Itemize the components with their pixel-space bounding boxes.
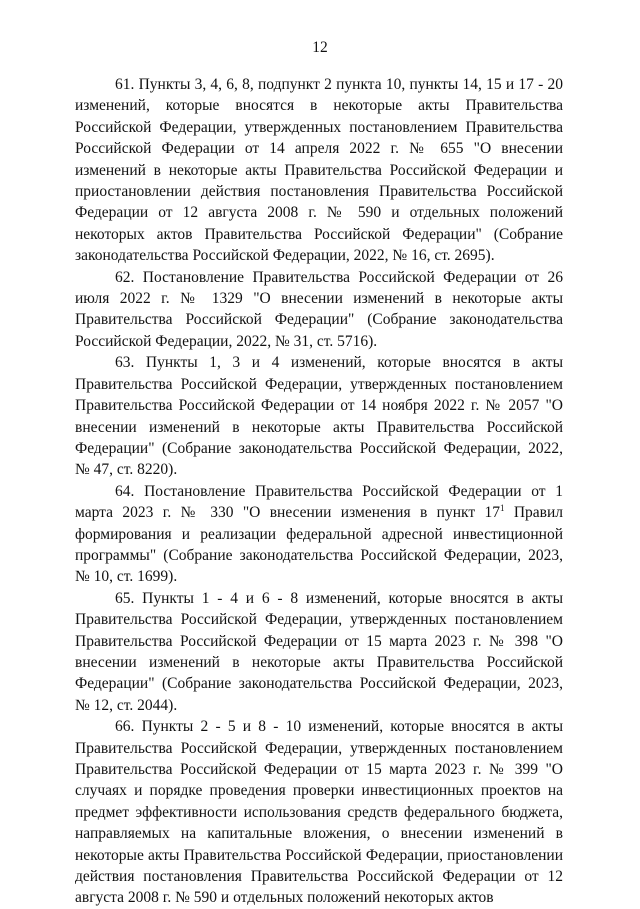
document-body: [75, 74, 563, 909]
paragraph-64-superscript: 1: [499, 502, 505, 513]
paragraph-66: 66. Пункты 2 - 5 и 8 - 10 изменений, которые вносятся в акты Правительства Российской Федерации, утвержденных постановлением Правительства Российской Федерации от 15 марта 2023 г. № 399 "О случаях и порядке проведения проверки инвестиционных проектов на предмет эффективности использования средств федерального бюджета, направляемых на капитальные вложения, о внесении изменений в некоторые акты Правительства Российской Федерации, приостановлении действия постановления Правительства Российской Федерации от 12 августа 2008 г. № 590 и отдельных положений некоторых актов: [75, 718, 563, 907]
paragraph-65: 65. Пункты 1 - 4 и 6 - 8 изменений, которые вносятся в акты Правительства Российской Федерации, утвержденных постановлением Правительства Российской Федерации от 15 марта 2023 г. № 398 "О внесении изменений в некоторые акты Правительства Российской Федерации" (Собрание законодательства Российской Федерации, 2023, № 12, ст. 2044).: [75, 589, 563, 714]
paragraph-61: 61. Пункты 3, 4, 6, 8, подпункт 2 пункта 10, пункты 14, 15 и 17 - 20 изменений, которые вносятся в некоторые акты Правительства Российской Федерации, утвержденных постановлением Правительства Российской Федерации от 14 апреля 2022 г. № 655 "О внесении изменений в некоторые акты Правительства Российской Федерации и приостановлении действия постановления Правительства Российской Федерации от 12 августа 2008 г. № 590 и отдельных положений некоторых актов Правительства Российской Федерации" (Собрание законодательства Российской Федерации, 2022, № 16, ст. 2695).: [75, 76, 563, 265]
paragraph-63: 63. Пункты 1, 3 и 4 изменений, которые вносятся в акты Правительства Российской Федерации, утвержденных постановлением Правительства Российской Федерации от 14 ноября 2022 г. № 2057 "О внесении изменений в некоторые акты Правительства Российской Федерации" (Собрание законодательства Российской Федерации, 2022, № 47, ст. 8220).: [75, 354, 563, 479]
paragraph-62: 62. Постановление Правительства Российской Федерации от 26 июля 2022 г. № 1329 "О внесении изменений в некоторые акты Правительства Российской Федерации" (Собрание законодательства Российской Федерации, 2022, № 31, ст. 5716).: [75, 268, 563, 350]
paragraph-64-text-before: 64. Постановление Правительства Российской Федерации от 1 марта 2023 г. № 330 "О внесении изменения в пункт 17: [75, 482, 563, 522]
paragraph-64: [75, 481, 563, 588]
page-number: 12: [312, 39, 328, 56]
paragraph-64-text-after: Правил формирования и реализации федеральной адресной инвестиционной программы" (Собрание законодательства Российской Федерации, 2023, № 10, ст. 1699).: [75, 504, 564, 586]
